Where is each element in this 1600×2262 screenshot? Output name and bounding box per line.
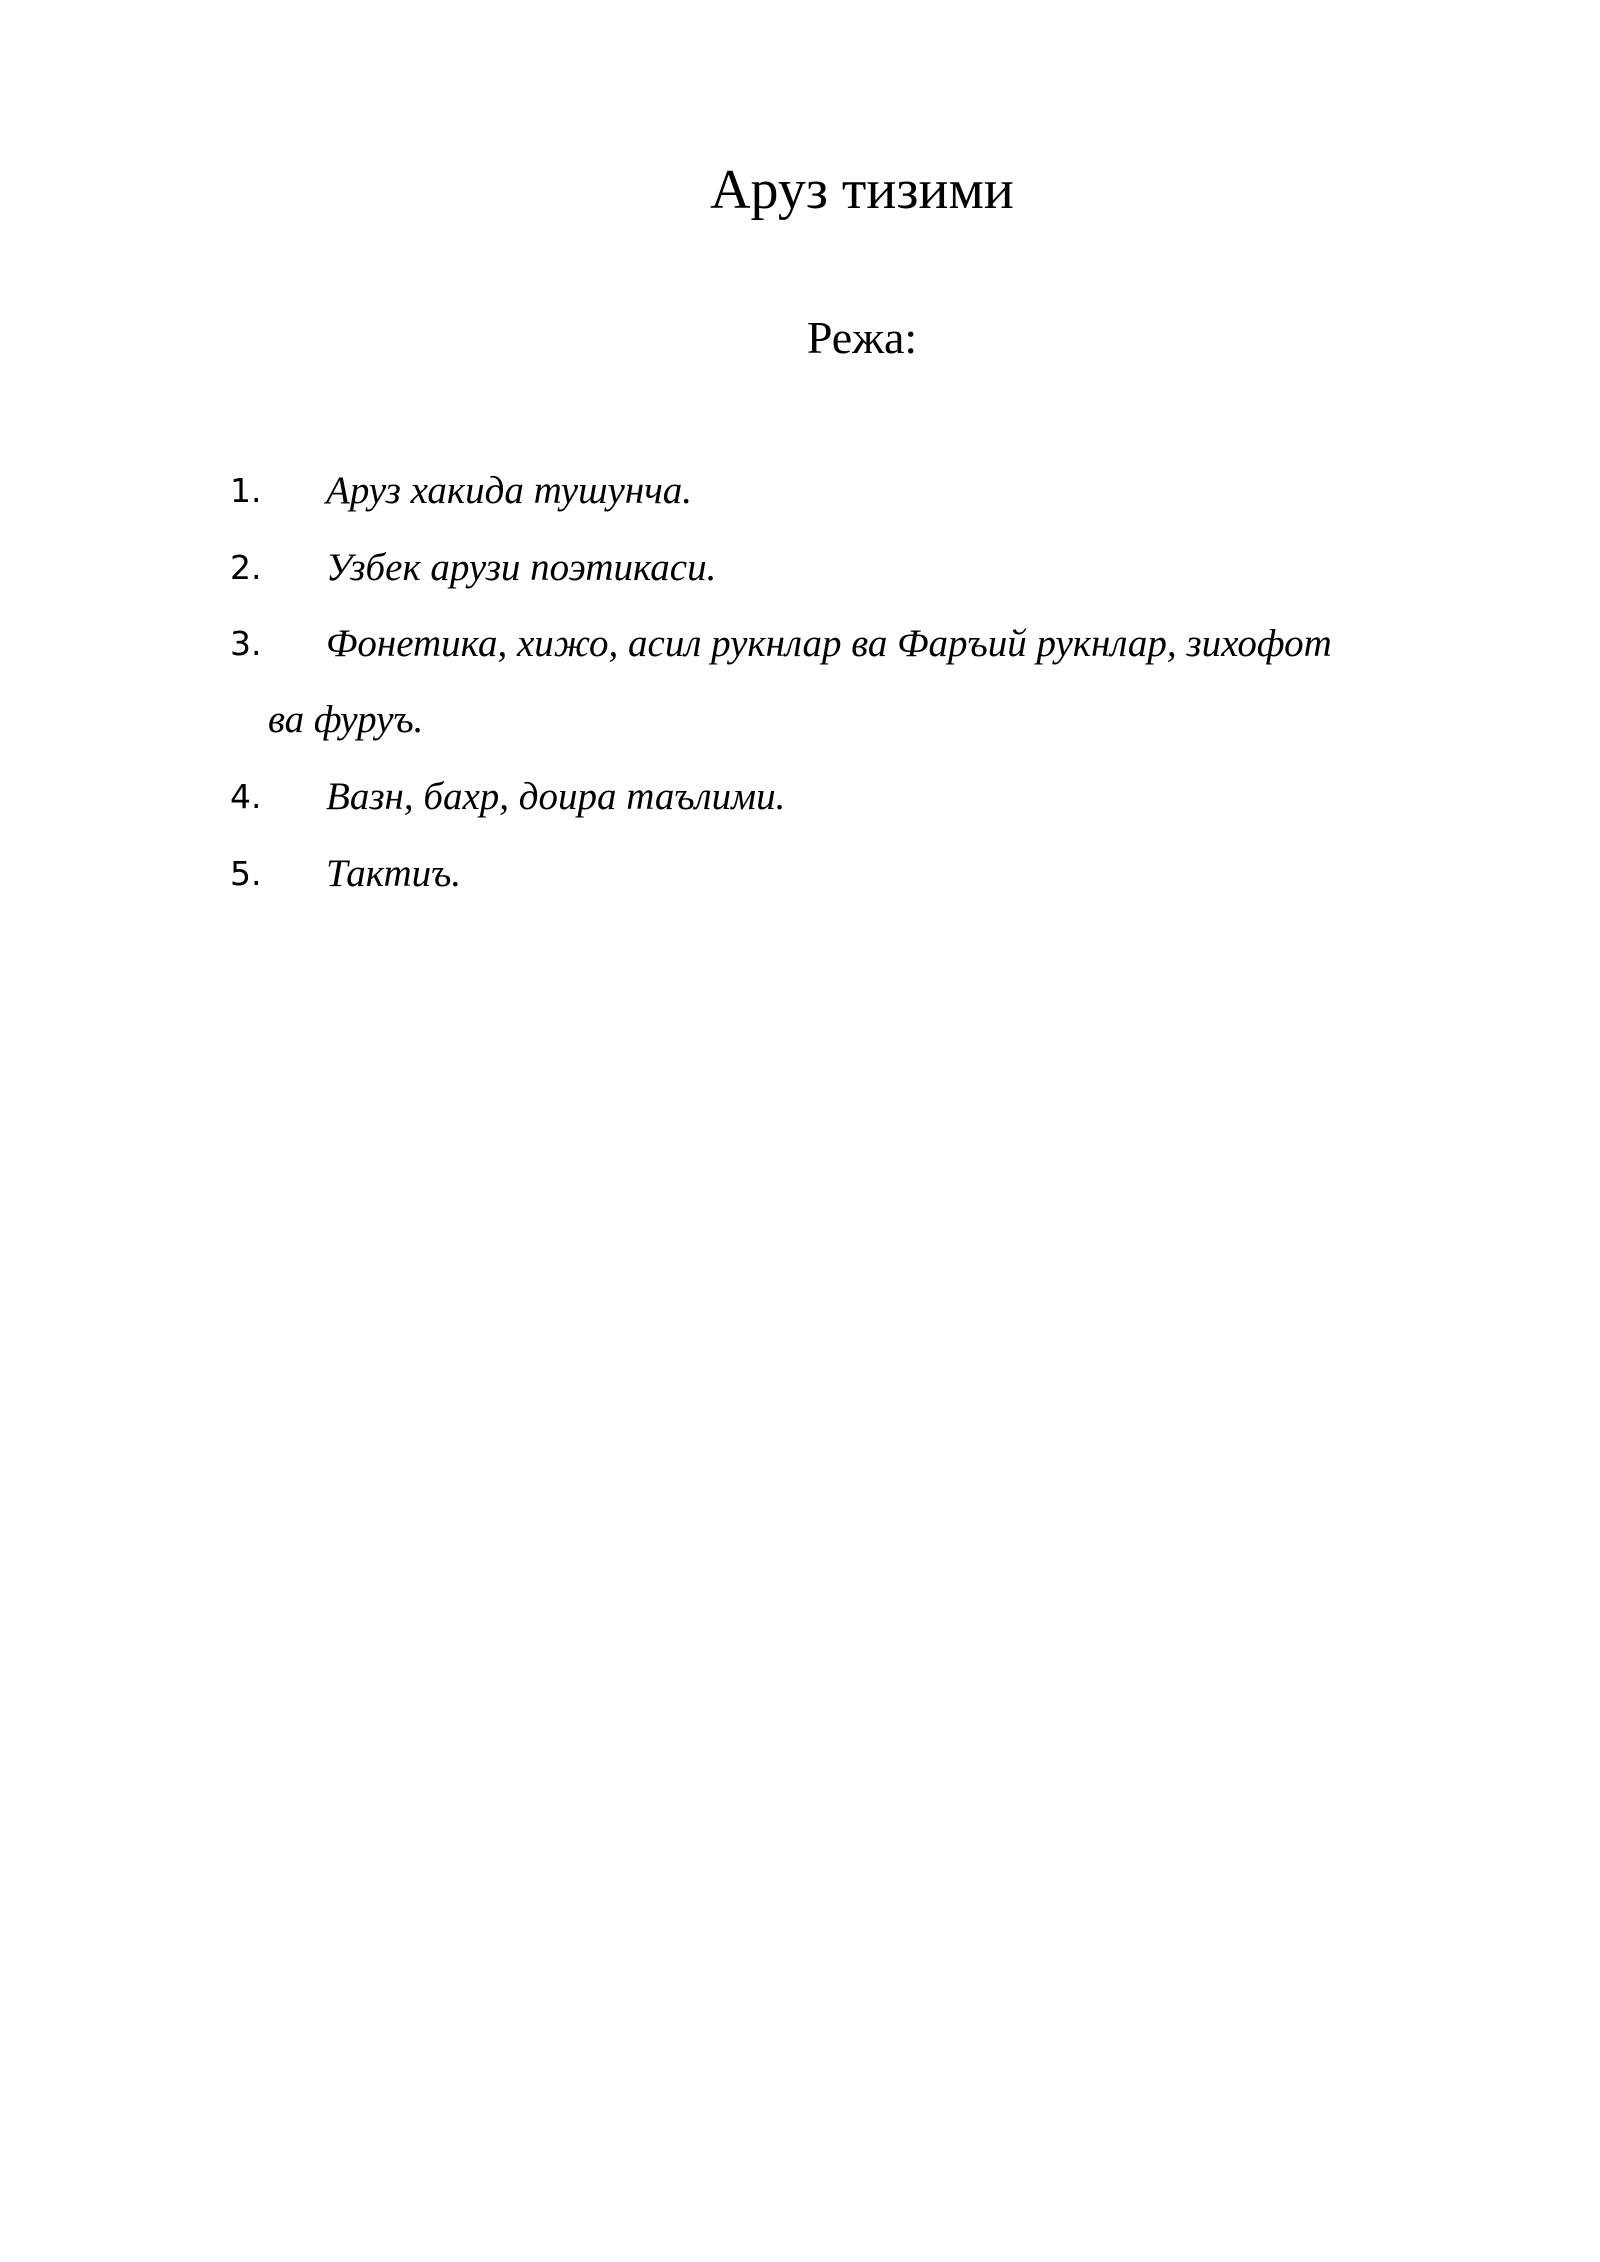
list-item-text: Тактиъ. (326, 852, 462, 895)
list-item-text: Фонетика, хижо, асил рукнлар ва Фаръий рукнлар, зихофот (326, 622, 1332, 665)
list-item-number: 5. (230, 854, 262, 893)
list-item-number: 3. (230, 624, 262, 663)
list-item-text: Аруз хакида тушунча. (326, 469, 693, 512)
list-item-text: Вазн, бахр, доира таълими. (326, 775, 786, 818)
document-title: Аруз тизими (710, 159, 1014, 221)
plan-heading: Режа: (806, 312, 918, 363)
list-item-text: Узбек арузи поэтикаси. (326, 546, 717, 589)
list-item-text-continued: ва фуруъ. (268, 698, 424, 741)
list-item-number: 4. (230, 777, 262, 816)
list-item-number: 2. (230, 548, 262, 587)
list-item-number: 1. (230, 471, 262, 510)
